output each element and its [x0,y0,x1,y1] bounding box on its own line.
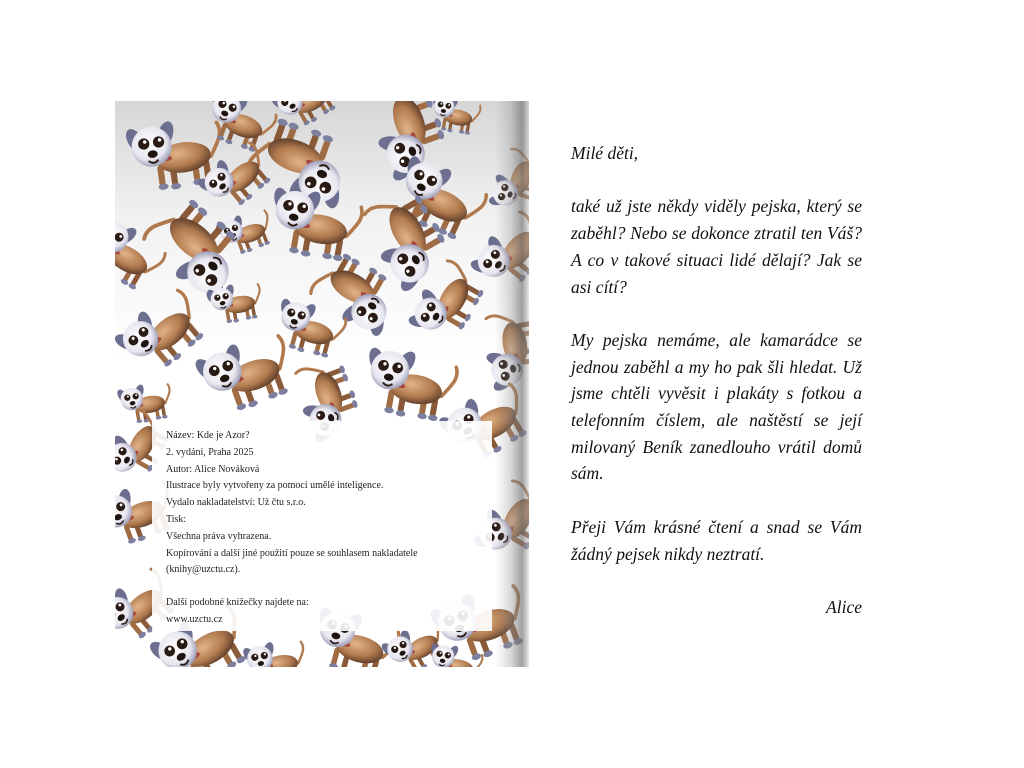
dog-icon [261,181,365,265]
imprint-copying-1: Kopírování a další jiné použití pouze se souhlasem nakladatele [166,547,418,559]
letter-paragraph-2: My pejska nemáme, ale kamarádce se jednou zaběhl a my ho pak šli hledat. Už jsme chtěli vyvěsit i plakáty s fotkou a telefonním číslem, ale naštěstí se její milovaný Beník zanedlouho vrátil domů sám. [571,329,862,484]
imprint-publisher: Vydalo nakladatelství: Už čtu s.r.o. [166,497,306,509]
right-page [571,140,862,621]
dog-icon [356,341,460,425]
imprint-title: Název: Kde je Azor? [166,430,250,441]
imprint-spacer [166,579,478,595]
imprint-website: www.uzctu.cz [166,613,223,625]
letter-paragraph-3: Přeji Vám krásné čtení a snad se Vám žádný pejsek nikdy neztratí. [571,516,862,564]
imprint-rights: Všechna práva vyhrazena. [166,530,272,542]
dog-icon [189,326,300,422]
letter-paragraph-1: také už jste někdy viděly pejska, který se zaběhl? Nebo se dokonce ztratil ten Váš? A co v takové situaci lidé dělají? Jak se asi cítí? [571,196,862,297]
dog-icon [212,205,277,261]
letter-signature: Alice [826,596,862,617]
letter-greeting: Milé děti, [571,143,639,163]
imprint-copying-2: (knihy@uzctu.cz). [166,564,241,576]
dog-icon [426,101,482,137]
left-page [115,101,529,667]
imprint-author: Autor: Alice Nováková [166,463,260,475]
dog-icon [477,309,529,395]
dog-icon [484,146,529,220]
imprint-illustrations: Ilustrace byly vytvořeny za pomoci umělé inteligence. [166,480,384,492]
dog-icon [115,378,175,427]
dog-icon [464,205,529,301]
dog-icon [197,101,280,156]
imprint-more-books: Další podobné knížečky najdete na: [166,597,309,609]
imprint-box [152,421,492,631]
imprint-print: Tisk: [166,513,187,525]
dog-icon [268,294,349,362]
imprint-edition: 2. vydání, Praha 2025 [166,446,254,458]
dog-icon [240,635,309,667]
